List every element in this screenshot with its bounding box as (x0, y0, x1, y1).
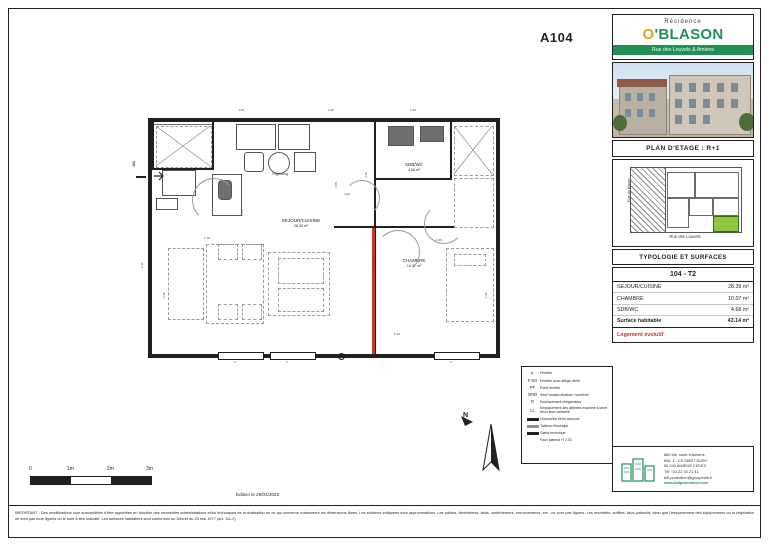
logo-residence-label: Résidence (664, 19, 702, 25)
photo-roof-left (617, 79, 667, 87)
photo-window (625, 93, 631, 101)
legend-item (525, 431, 609, 436)
legend-label: Porte fenêtre (540, 385, 561, 390)
mini-plan-cell (667, 172, 695, 198)
legal-footer: IMPORTANT : Des modifications sont susceptibles d'être apportées en fonction des nécessités administratives et/ou techniques de la réalisation en ce qui concerne notamment les dimensions libres. Les surfaces indiquées sont approximatives. Les paliers, déminéeles, talus, soutènement, enrochements, etc., ne sont pas figurés. Les retombés, soffites, faux-plafonds, ainsi que l'emplacement des équipements ou la végétation ne sont pas tous figurés ou le sont à titre indicatif. Les surfaces habitables sont conformes au Décret du 23 mai 1977 (art. 111-2) (9, 505, 760, 537)
dimension: 3.55 (334, 181, 338, 188)
legend-item (525, 424, 609, 429)
mini-plan-highlighted-unit (713, 216, 739, 232)
room-name: SDB/WC (613, 304, 703, 315)
typology-title: TYPOLOGIE ET SURFACES (612, 249, 754, 265)
window-mark: F (286, 360, 288, 364)
legend-label: Fenêtre avec allège vitrée (540, 378, 581, 383)
wall-service (212, 122, 214, 170)
promoter-address-line: 80 040 AMIENS CEDEX (664, 463, 707, 469)
legend-label: Cloison/sol et/ou cloisons (540, 417, 580, 422)
dimension: 3.05 (238, 108, 245, 112)
sofa (168, 248, 204, 320)
scale-tick: 3m (146, 466, 153, 472)
legend-label: Gaine technique (540, 431, 566, 436)
photo-window (703, 99, 710, 108)
promoter-logo (618, 454, 660, 484)
dimension: 2.85 (436, 238, 443, 242)
kitchen-hob (268, 152, 290, 174)
door-swing (424, 204, 464, 244)
door-swing (344, 180, 380, 216)
photo-window (649, 109, 655, 117)
window-mark: F (234, 360, 236, 364)
promoter-address-line: 680 bis, route d'Amiens (664, 452, 705, 458)
photo-window (717, 99, 724, 108)
scale-ticks (30, 466, 180, 476)
site-mini-plan (612, 159, 754, 247)
window (270, 352, 316, 360)
room-name-sejour: SEJOUR/CUISINE (281, 218, 321, 223)
legend-item (525, 417, 609, 422)
sink (420, 126, 444, 142)
entry-label: 104 (132, 161, 136, 167)
building-photo (612, 62, 754, 138)
bathtub (388, 126, 414, 146)
legend-item (525, 399, 609, 404)
scale-tick: 0 (29, 466, 32, 472)
logo-name-first: O (642, 26, 655, 43)
legend-item (525, 438, 609, 442)
mini-plan-cell (695, 172, 739, 198)
table-row-total (613, 316, 753, 327)
dimension: 3.30 (364, 171, 368, 178)
photo-window (649, 93, 655, 101)
room-area: 10.07 m² (703, 293, 753, 304)
photo-window (731, 99, 738, 108)
legend-item (525, 371, 609, 376)
legend-symbol-bar (525, 417, 540, 422)
promoter-email[interactable]: bdl.promotion@groupebdl.fr (664, 474, 713, 480)
table-top (278, 258, 324, 284)
right-column (612, 14, 754, 343)
photo-window (625, 109, 631, 117)
room-area: 28.39 m² (703, 282, 753, 293)
scale-tick: 1m (67, 466, 74, 472)
dimension: 0.90 (162, 291, 166, 298)
legend-item (525, 385, 609, 390)
evolutive-note: Logement évolutif (617, 331, 664, 338)
scale-bar (30, 476, 152, 485)
legend-symbol-bar (525, 424, 540, 429)
photo-window (675, 99, 682, 108)
legend-symbol: PF (529, 385, 536, 391)
photo-window (675, 83, 682, 92)
evolutive-wall-label: MUR EVOLUTIF (372, 248, 376, 276)
photo-window (703, 115, 710, 124)
legend-label: Emplacement des attentes machine à laver et/ou lave-vaisselle (540, 406, 608, 415)
legend-label: Seuil roulant abaissé / surélevé (540, 392, 589, 397)
dimension: 1.05 (240, 209, 244, 216)
dimension: 2.70 (204, 236, 211, 240)
promoter-phone: Tél : 03 22 33 21 41 (664, 469, 699, 474)
table-bottom (278, 288, 324, 312)
kitchen-sink (278, 124, 310, 150)
promoter-logo-icon (618, 454, 660, 484)
dimension: 4.20 (344, 192, 351, 196)
fridge-label: Frigo/cong (272, 172, 288, 176)
total-name: Surface habitable (613, 316, 703, 327)
floor-plan-title: PLAN D'ETAGE : R+1 (612, 140, 754, 157)
photo-window (717, 83, 724, 92)
mini-plan-cell (667, 198, 689, 228)
legend-symbol: LL (530, 407, 535, 413)
window (218, 352, 264, 360)
table-row (613, 293, 753, 304)
table-row (613, 282, 753, 293)
photo-window (689, 115, 696, 124)
kitchen-counter (236, 124, 276, 150)
compass-icon (455, 412, 515, 474)
chair (242, 304, 262, 320)
dimension: 1.45 (410, 108, 417, 112)
window-mark: F (450, 360, 452, 364)
room-area: 4.68 m² (703, 304, 753, 315)
edition-date: Edition le 25/04/2022 (236, 492, 280, 497)
legend-symbol: F-SG (527, 378, 538, 384)
dimension: 1.20 (140, 261, 144, 268)
photo-window (731, 83, 738, 92)
legend-symbol-bar (525, 431, 540, 436)
logo-address: Rue des Louvels & Amiens (613, 45, 753, 55)
wall-inner (374, 178, 452, 180)
photo-tree (739, 113, 754, 131)
table-row (613, 304, 753, 315)
mini-plan-street-label: Rue des Louvels (669, 234, 701, 239)
photo-window (689, 99, 696, 108)
legend-label: Tableau électrique (540, 424, 569, 429)
legend-item (525, 392, 609, 397)
logo-name (613, 26, 753, 43)
mini-plan-cell (689, 198, 713, 216)
legend (521, 366, 613, 464)
wall-right (496, 118, 500, 358)
scale-tick: 2m (107, 466, 114, 472)
photo-tree (613, 115, 627, 131)
entry-marker (136, 176, 146, 178)
wall-service (152, 122, 154, 170)
kitchen-appliance (294, 152, 316, 172)
room-area-sejour: 28.39 m² (293, 224, 309, 228)
room-name-sdb: SDB/WC (404, 162, 424, 167)
door-swing (192, 178, 236, 222)
room-label-sejour (256, 218, 346, 228)
surfaces-table (612, 267, 754, 343)
dimension: 2.40 (328, 108, 335, 112)
room-area-chambre: 10.07 m² (406, 264, 422, 268)
chair (218, 304, 238, 320)
wall-thin (154, 124, 212, 125)
door-swing (376, 230, 420, 274)
kitchen-appliance (244, 152, 264, 172)
photo-window (689, 83, 696, 92)
legend-label: Faux plafond H 2.30 (540, 437, 572, 442)
residence-logo (612, 14, 754, 60)
dimension: 1.60 (484, 291, 488, 298)
room-area-sdb: 4.68 m² (407, 168, 421, 172)
fixture (156, 198, 178, 210)
room-label-sdb (376, 162, 452, 172)
dimension: 5.10 (394, 332, 401, 336)
page-title: A104 (540, 30, 574, 45)
closet (162, 170, 196, 196)
photo-window (703, 83, 710, 92)
legend-item (525, 378, 609, 383)
promoter-block (612, 446, 754, 492)
legend-label: Emplacement réfrigérateur (540, 399, 582, 404)
mini-plan-cell (713, 198, 739, 216)
apartment-floorplan (132, 108, 500, 364)
closet-diagonals (454, 126, 494, 176)
legend-symbol: F (531, 371, 534, 376)
chair (242, 244, 262, 260)
door-pivot (338, 353, 345, 360)
mini-plan-outline (630, 167, 742, 233)
promoter-website[interactable]: www.bdlpromotion.com (664, 480, 709, 486)
total-area: 43.14 m² (703, 316, 753, 327)
scale-bar-group (30, 466, 180, 485)
window (434, 352, 480, 360)
chair (218, 244, 238, 260)
surfaces-header: 104 - T2 (613, 268, 753, 282)
compass (455, 412, 515, 474)
photo-window (637, 109, 643, 117)
room-name-chambre: CHAMBRE (402, 258, 426, 263)
room-name: CHAMBRE (613, 293, 703, 304)
mini-plan-hatch (631, 168, 666, 232)
photo-window (675, 115, 682, 124)
promoter-address-line: BAt. 1 - CS 56007 DURY (664, 457, 708, 463)
promoter-contact (660, 452, 712, 486)
legend-label: Fenêtre (540, 371, 553, 376)
pillow (454, 254, 486, 266)
wall-top (148, 118, 500, 122)
logo-name-rest: 'BLASON (654, 26, 724, 43)
entry-arrow-icon (154, 170, 166, 182)
photo-window (637, 93, 643, 101)
room-name: SEJOUR/CUISINE (613, 282, 703, 293)
legend-item (525, 406, 609, 414)
legend-symbol: SFID (527, 392, 538, 398)
legend-symbol: R (531, 399, 534, 405)
stair-diagonals (156, 126, 212, 168)
mini-plan-side-label: Rue du Blason (627, 178, 631, 202)
compass-north-label: N (463, 412, 469, 419)
